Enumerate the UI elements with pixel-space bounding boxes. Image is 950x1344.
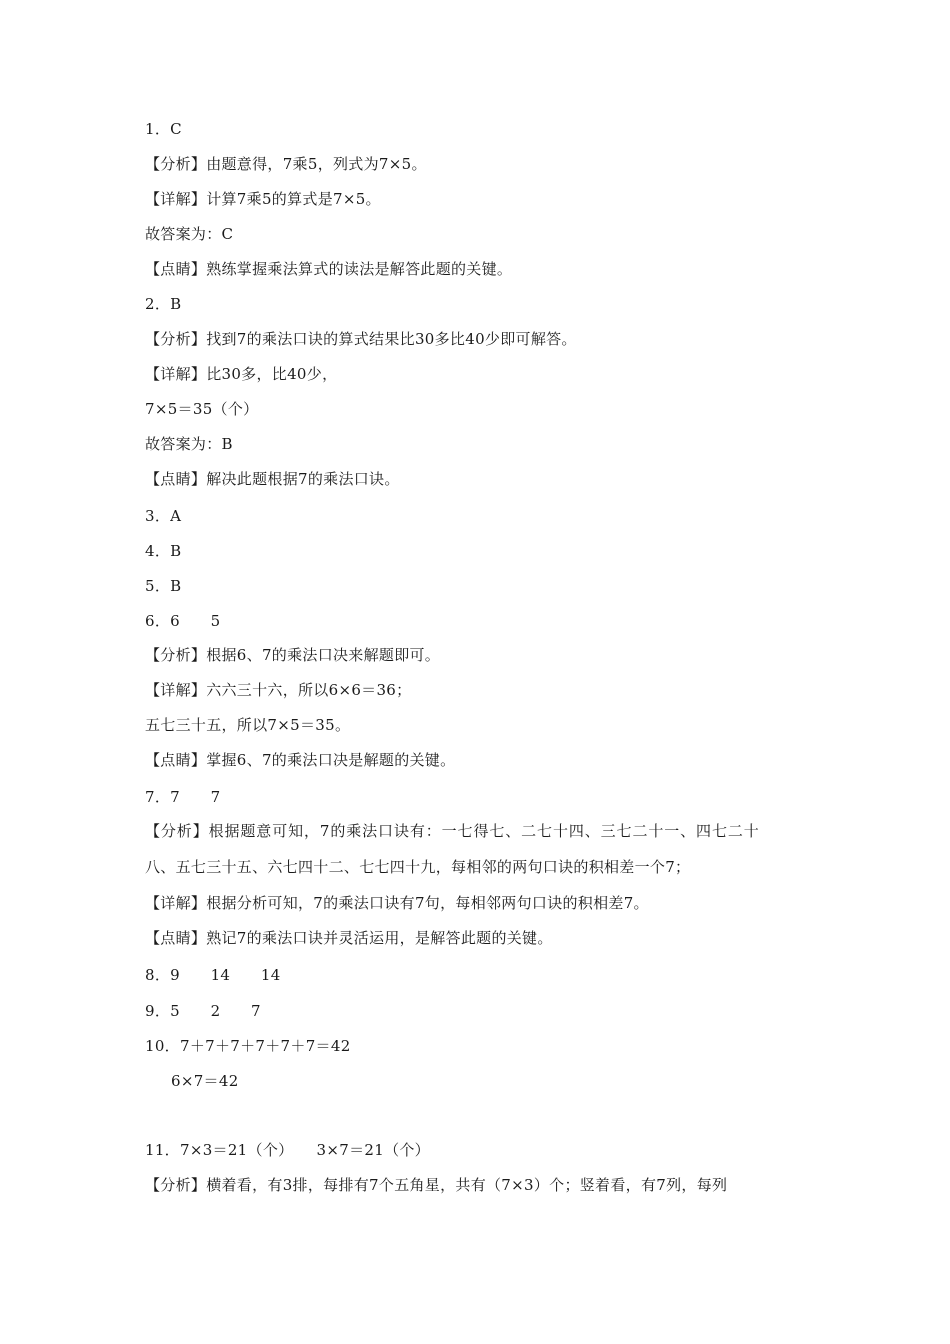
analysis-2: 【分析】找到7的乘法口诀的算式结果比30多比40少即可解答。: [145, 330, 577, 348]
detail-2: 【详解】比30多，比40少，: [145, 365, 338, 383]
answer-3: 3．A: [145, 507, 182, 525]
comment-6: 【点睛】掌握6、7的乘法口决是解题的关键。: [145, 751, 456, 769]
conclusion-1: 故答案为：C: [145, 225, 234, 243]
answer-10: 10．7＋7＋7＋7＋7＋7＝42: [145, 1037, 351, 1055]
answer-6: 6．6 5: [145, 612, 221, 630]
answer-5: 5．B: [145, 577, 182, 595]
detail-6: 【详解】六六三十六，所以6×6＝36；: [145, 681, 412, 699]
answer-2: 2．B: [145, 295, 182, 313]
comment-1: 【点睛】熟练掌握乘法算式的读法是解答此题的关键。: [145, 260, 513, 278]
detail-7: 【详解】根据分析可知，7的乘法口诀有7句，每相邻两句口诀的积相差7。: [145, 894, 649, 912]
answer-7: 7．7 7: [145, 788, 221, 806]
analysis-11: 【分析】横着看，有3排，每排有7个五角星，共有（7×3）个；竖着看，有7列，每列: [145, 1176, 728, 1194]
comment-2: 【点睛】解决此题根据7的乘法口诀。: [145, 470, 400, 488]
answer-11: 11．7×3＝21（个） 3×7＝21（个）: [145, 1141, 430, 1159]
detail-2-equation: 7×5＝35（个）: [145, 400, 259, 418]
analysis-7-cont: 八、五七三十五、六七四十二、七七四十九，每相邻的两句口诀的积相差一个7；: [145, 858, 691, 876]
conclusion-2: 故答案为：B: [145, 435, 233, 453]
analysis-6: 【分析】根据6、7的乘法口决来解题即可。: [145, 646, 441, 664]
analysis-7: 【分析】根据题意可知，7的乘法口诀有：一七得七、二七十四、三七二十一、四七二十: [145, 822, 760, 840]
answer-4: 4．B: [145, 542, 182, 560]
comment-7: 【点睛】熟记7的乘法口诀并灵活运用，是解答此题的关键。: [145, 929, 553, 947]
answer-8: 8．9 14 14: [145, 966, 281, 984]
answer-1: 1．C: [145, 120, 182, 138]
detail-1: 【详解】计算7乘5的算式是7×5。: [145, 190, 381, 208]
detail-6-cont: 五七三十五，所以7×5＝35。: [145, 716, 351, 734]
answer-9: 9．5 2 7: [145, 1002, 261, 1020]
analysis-1: 【分析】由题意得，7乘5，列式为7×5。: [145, 155, 427, 173]
answer-10-multiplication: 6×7＝42: [171, 1072, 239, 1090]
